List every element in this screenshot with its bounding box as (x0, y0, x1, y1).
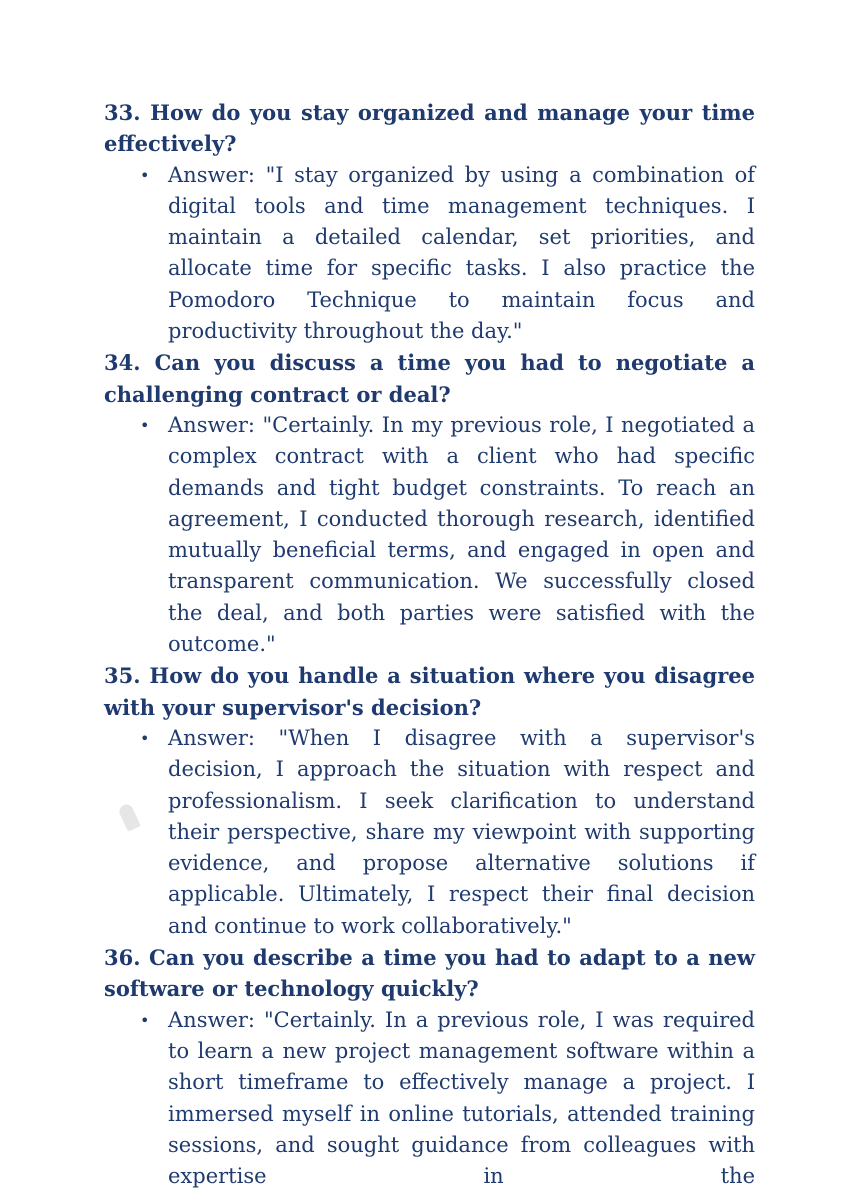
question-heading: 36. Can you describe a time you had to adapt to a new software or technology quickly? (104, 945, 755, 1002)
answer-label: Answer: (168, 162, 255, 187)
document-page (104, 97, 755, 1192)
answer-paragraph (140, 160, 755, 348)
bullet-icon: • (140, 415, 150, 435)
answer-paragraph (140, 1005, 755, 1193)
bullet-icon: • (140, 165, 150, 185)
bullet-icon: • (140, 728, 150, 748)
question-heading: 34. Can you discuss a time you had to negotiate a challenging contract or deal? (104, 350, 755, 407)
answer-label: Answer: (168, 725, 255, 750)
answer-text: "Certainly. In my previous role, I negotiated a complex contract with a client who had specific demands and tight budget constraints. To reach an agreement, I conducted thorough research, identified mutually beneficial terms, and engaged in open and transparent communication. We successfully closed the deal, and both parties were satisfied with the outcome." (168, 412, 755, 657)
answer-text: "When I disagree with a supervisor's decision, I approach the situation with respect and professionalism. I seek clarification to understand their perspective, share my viewpoint with supporting evidence, and propose alternative solutions if applicable. Ultimately, I respect their final decision and continue to work collaboratively." (168, 725, 755, 938)
answer-label: Answer: (168, 412, 255, 437)
answer-text: "Certainly. In a previous role, I was required to learn a new project management software within a short timeframe to effectively manage a project. I immersed myself in online tutorials, attended training sessions, and sought guidance from colleagues with expertise in the (168, 1007, 755, 1189)
question-heading: 33. How do you stay organized and manage your time effectively? (104, 100, 755, 157)
question-heading: 35. How do you handle a situation where you disagree with your supervisor's decision? (104, 663, 755, 720)
qa-item-34 (104, 347, 755, 660)
answer-text: "I stay organized by using a combination of digital tools and time management techniques. I maintain a detailed calendar, set priorities, and allocate time for specific tasks. I also practice the Pomodoro Technique to maintain focus and productivity throughout the day." (168, 162, 755, 344)
bullet-icon: • (140, 1010, 150, 1030)
qa-item-33 (104, 97, 755, 347)
qa-item-35 (104, 660, 755, 942)
qa-item-36 (104, 942, 755, 1192)
answer-paragraph (140, 410, 755, 660)
answer-label: Answer: (168, 1007, 255, 1032)
answer-paragraph (140, 723, 755, 942)
